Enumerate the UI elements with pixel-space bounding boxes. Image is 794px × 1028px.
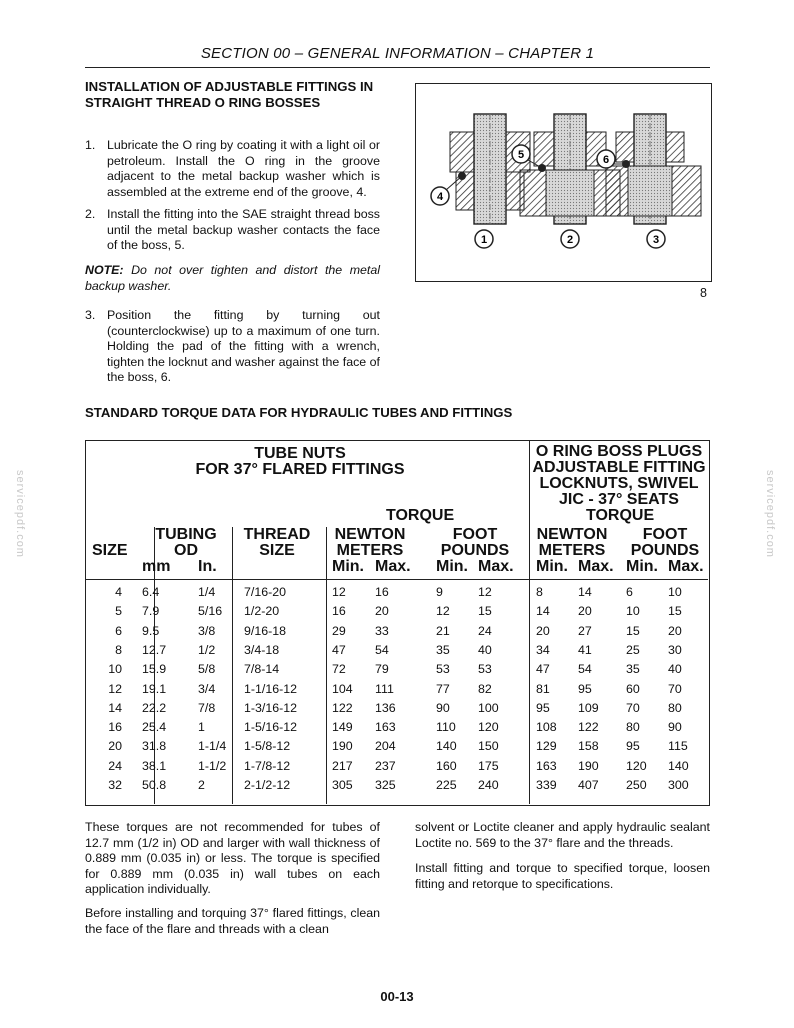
table-cell: 7.9 xyxy=(142,604,160,619)
note-paragraph-3: solvent or Loctite cleaner and apply hydraulic sealant Loctite no. 569 to the 37° flare and the threads. xyxy=(415,820,710,850)
step-label-3-text: 3 xyxy=(652,234,660,246)
table-cell: 53 xyxy=(478,662,492,677)
col-rule-4 xyxy=(529,599,530,804)
table-cell: 31.8 xyxy=(142,739,167,754)
torque-table-frame xyxy=(85,440,710,806)
table-cell: 250 xyxy=(626,778,647,792)
watermark-right: servicepdf.com xyxy=(764,470,776,558)
step-2 xyxy=(85,207,380,254)
table-cell: 90 xyxy=(436,700,450,715)
table-cell: 95 xyxy=(536,700,550,715)
table-cell: 70 xyxy=(668,681,682,696)
torque-heading: STANDARD TORQUE DATA FOR HYDRAULIC TUBES AND FITTINGS xyxy=(85,405,513,420)
table-cell: 2-1/2-12 xyxy=(244,778,291,792)
table-cell: 104 xyxy=(332,681,353,696)
table-cell: 1-5/16-12 xyxy=(244,720,298,735)
col-max-2: Max. xyxy=(478,558,514,575)
table-cell: 12 xyxy=(436,604,450,619)
table-cell: 47 xyxy=(536,662,550,677)
fitting-stage-2 xyxy=(517,114,620,224)
step-3-text: Position the fitting by turning out (counterclockwise) up to a maximum of one turn. Holding the pad of the fitting with a wrench, tighten the locknut and washer against the face of the boss, 6. xyxy=(107,308,380,384)
step-label-2-text: 2 xyxy=(566,234,574,246)
table-cell: 41 xyxy=(578,642,592,657)
step-label-2 xyxy=(561,230,579,248)
table-cell: 16 xyxy=(332,604,346,619)
table-cell: 7/16-20 xyxy=(244,585,287,599)
table-cell: 1/2 xyxy=(198,642,216,657)
table-cell: 225 xyxy=(436,778,457,792)
table-cell: 325 xyxy=(375,778,396,792)
table-cell: 35 xyxy=(436,642,450,657)
table-cell: 1 xyxy=(198,720,205,735)
table-cell: 149 xyxy=(332,720,353,735)
table-cell: 70 xyxy=(626,700,640,715)
table-cell: 21 xyxy=(436,623,450,638)
table-cell: 190 xyxy=(332,739,353,754)
table-cell: 20 xyxy=(668,623,682,638)
table-cell: 1-3/16-12 xyxy=(244,700,298,715)
step-label-1 xyxy=(475,230,493,248)
table-cell: 5/16 xyxy=(198,604,223,619)
table-cell: 160 xyxy=(436,758,457,773)
step-label-1-text: 1 xyxy=(480,234,488,246)
col-min-1: Min. xyxy=(332,558,364,575)
table-cell: 20 xyxy=(375,604,389,619)
table-cell: 3/4 xyxy=(198,681,216,696)
table-cell: 136 xyxy=(375,700,396,715)
table-cell: 10 xyxy=(668,585,682,599)
fitting-illustration xyxy=(416,84,711,281)
table-cell: 95 xyxy=(578,681,592,696)
table-cell: 29 xyxy=(332,623,346,638)
callout-6-label: 6 xyxy=(602,154,610,166)
table-cell: 15 xyxy=(626,623,640,638)
fitting-figure xyxy=(415,83,712,282)
table-cell: 79 xyxy=(375,662,389,677)
table-cell: 7/8 xyxy=(198,700,216,715)
table-cell: 6 xyxy=(115,623,122,638)
table-cell: 54 xyxy=(578,662,592,677)
table-cell: 122 xyxy=(578,720,599,735)
note-paragraph-1: These torques are not recommended for tubes of 12.7 mm (1/2 in) OD and larger with wall thickness of 0.889 mm (0.035 in) or less. The torque is specified for 0.889 mm (0.035 in) wall tubes on each application individually. xyxy=(85,820,380,896)
table-cell: 3/8 xyxy=(198,623,216,638)
header-rule xyxy=(85,67,710,68)
col-foot-left: FOOT POUNDS xyxy=(440,526,510,559)
table-cell: 30 xyxy=(668,642,682,657)
table-cell: 25 xyxy=(626,642,640,657)
note-label: NOTE: xyxy=(85,263,124,277)
table-cell: 14 xyxy=(578,585,592,599)
col-max-1: Max. xyxy=(375,558,411,575)
table-cell: 14 xyxy=(536,604,550,619)
table-cell: 9.5 xyxy=(142,623,160,638)
table-cell: 34 xyxy=(536,642,550,657)
table-cell: 32 xyxy=(108,778,122,792)
table-cell: 15 xyxy=(668,604,682,619)
col-newton-right: NEWTON METERS xyxy=(536,526,608,559)
table-cell: 22.2 xyxy=(142,700,167,715)
table-cell: 163 xyxy=(536,758,557,773)
col-rule-2 xyxy=(232,527,233,804)
table-cell: 14 xyxy=(108,700,122,715)
table-cell: 20 xyxy=(578,604,592,619)
table-cell: 1-5/8-12 xyxy=(244,739,291,754)
table-cell: 15 xyxy=(478,604,492,619)
table-cell: 111 xyxy=(375,681,394,696)
table-cell: 16 xyxy=(108,720,122,735)
callout-5-label: 5 xyxy=(517,149,525,161)
col-foot-right: FOOT POUNDS xyxy=(630,526,700,559)
col-newton-left: NEWTON METERS xyxy=(334,526,406,559)
step-1-number: 1. xyxy=(85,138,96,152)
table-cell: 9 xyxy=(436,585,443,599)
table-cell: 5 xyxy=(115,604,122,619)
table-cell: 407 xyxy=(578,778,599,792)
table-cell: 1/2-20 xyxy=(244,604,280,619)
table-cell: 60 xyxy=(626,681,640,696)
step-1 xyxy=(85,138,380,200)
table-cell: 110 xyxy=(436,720,456,735)
table-cell: 90 xyxy=(668,720,682,735)
table-cell: 25.4 xyxy=(142,720,167,735)
table-cell: 80 xyxy=(668,700,682,715)
table-cell: 1-1/4 xyxy=(198,739,227,754)
table-cell: 7/8-14 xyxy=(244,662,280,677)
installation-heading: INSTALLATION OF ADJUSTABLE FITTINGS IN STRAIGHT THREAD O RING BOSSES xyxy=(85,79,374,110)
col-max-3: Max. xyxy=(578,558,614,575)
col-min-3: Min. xyxy=(536,558,568,575)
table-cell: 5/8 xyxy=(198,662,216,677)
torque-label-right: TORQUE xyxy=(586,507,655,524)
table-cell: 305 xyxy=(332,778,353,792)
col-in: In. xyxy=(198,558,217,575)
step-3-number: 3. xyxy=(85,308,96,322)
table-cell: 108 xyxy=(536,720,557,735)
table-cell: 20 xyxy=(108,739,122,754)
table-cell: 50.8 xyxy=(142,778,167,792)
table-cell: 82 xyxy=(478,681,492,696)
col-rule-3 xyxy=(326,527,327,804)
torque-label-left: TORQUE xyxy=(386,507,455,524)
table-cell: 19.1 xyxy=(142,681,167,696)
callout-4-label: 4 xyxy=(436,191,444,203)
table-cell: 12 xyxy=(478,585,492,599)
page-number: 00-13 xyxy=(380,989,414,1004)
table-cell: 204 xyxy=(375,739,396,754)
col-size: SIZE xyxy=(92,542,128,559)
table-cell: 122 xyxy=(332,700,353,715)
group-left-title: TUBE NUTS FOR 37° FLARED FITTINGS xyxy=(195,445,405,478)
table-cell: 72 xyxy=(332,662,346,677)
table-cell: 140 xyxy=(436,739,457,754)
step-label-3 xyxy=(647,230,665,248)
col-thread: THREAD SIZE xyxy=(243,526,311,559)
table-cell: 3/4-18 xyxy=(244,642,280,657)
table-cell: 81 xyxy=(536,681,550,696)
col-max-4: Max. xyxy=(668,558,704,575)
note-paragraph-4: Install fitting and torque to specified torque, loosen fitting and retorque to specifications. xyxy=(415,861,710,891)
table-cell: 16 xyxy=(375,585,389,599)
table-cell: 300 xyxy=(668,778,689,792)
header-rule-table xyxy=(86,579,708,580)
table-cell: 47 xyxy=(332,642,346,657)
table-cell: 95 xyxy=(626,739,640,754)
table-cell: 4 xyxy=(115,585,122,599)
table-cell: 27 xyxy=(578,623,592,638)
table-cell: 1-1/2 xyxy=(198,758,227,773)
table-cell: 10 xyxy=(626,604,640,619)
table-cell: 6.4 xyxy=(142,585,160,599)
note xyxy=(85,263,380,294)
table-cell: 80 xyxy=(626,720,640,735)
table-cell: 120 xyxy=(626,758,647,773)
table-cell: 158 xyxy=(578,739,599,754)
note-paragraph-2: Before installing and torquing 37° flared fittings, clean the face of the flare and threads with a clean xyxy=(85,906,380,936)
table-cell: 54 xyxy=(375,642,389,657)
table-cell: 24 xyxy=(108,758,122,773)
table-cell: 33 xyxy=(375,623,389,638)
table-cell: 8 xyxy=(115,642,122,657)
table-cell: 20 xyxy=(536,623,550,638)
table-cell: 100 xyxy=(478,700,499,715)
note-text: Do not over tighten and distort the metal backup washer. xyxy=(85,263,380,293)
fitting-stage-3 xyxy=(606,114,701,224)
table-cell: 40 xyxy=(478,642,492,657)
table-cell: 53 xyxy=(436,662,450,677)
table-cell: 8 xyxy=(536,585,543,599)
table-cell: 12 xyxy=(332,585,346,599)
table-cell: 175 xyxy=(478,758,499,773)
table-cell: 6 xyxy=(626,585,633,599)
fitting-stage-1 xyxy=(450,114,530,224)
step-2-text: Install the fitting into the SAE straight thread boss until the metal backup washer contacts the face of the boss, 5. xyxy=(107,207,380,252)
figure-number: 8 xyxy=(700,286,707,300)
table-cell: 40 xyxy=(668,662,682,677)
table-cell: 35 xyxy=(626,662,640,677)
step-1-text: Lubricate the O ring by coating it with a light oil or petroleum. Install the O ring in the groove adjacent to the metal backup washer which is assembled at the extreme end of the groove, 4. xyxy=(107,138,380,199)
table-cell: 237 xyxy=(375,758,396,773)
table-cell: 38.1 xyxy=(142,758,167,773)
table-cell: 12 xyxy=(108,681,122,696)
step-3 xyxy=(85,308,380,386)
table-cell: 140 xyxy=(668,758,689,773)
table-cell: 129 xyxy=(536,739,557,754)
section-header: SECTION 00 – GENERAL INFORMATION – CHAPTER 1 xyxy=(200,45,595,62)
table-cell: 15.9 xyxy=(142,662,167,677)
table-cell: 10 xyxy=(108,662,122,677)
table-cell: 339 xyxy=(536,778,557,792)
group-right-title: O RING BOSS PLUGS ADJUSTABLE FITTING LOCKNUTS, SWIVEL JIC - 37° SEATS xyxy=(532,443,706,508)
table-cell: 12.7 xyxy=(142,642,167,657)
table-cell: 2 xyxy=(198,778,205,792)
col-min-4: Min. xyxy=(626,558,658,575)
watermark-left: servicepdf.com xyxy=(14,470,26,558)
table-cell: 1-7/8-12 xyxy=(244,758,291,773)
table-cell: 217 xyxy=(332,758,353,773)
table-cell: 9/16-18 xyxy=(244,623,287,638)
col-mm: mm xyxy=(142,558,171,575)
table-cell: 115 xyxy=(668,739,688,754)
table-cell: 163 xyxy=(375,720,396,735)
step-2-number: 2. xyxy=(85,207,96,221)
table-cell: 109 xyxy=(578,700,599,715)
col-tubing: TUBING OD xyxy=(155,526,217,559)
col-min-2: Min. xyxy=(436,558,468,575)
table-cell: 190 xyxy=(578,758,599,773)
table-cell: 120 xyxy=(478,720,499,735)
table-cell: 1-1/16-12 xyxy=(244,681,298,696)
table-cell: 77 xyxy=(436,681,450,696)
table-cell: 24 xyxy=(478,623,492,638)
table-cell: 1/4 xyxy=(198,585,216,599)
table-cell: 150 xyxy=(478,739,499,754)
table-cell: 240 xyxy=(478,778,499,792)
